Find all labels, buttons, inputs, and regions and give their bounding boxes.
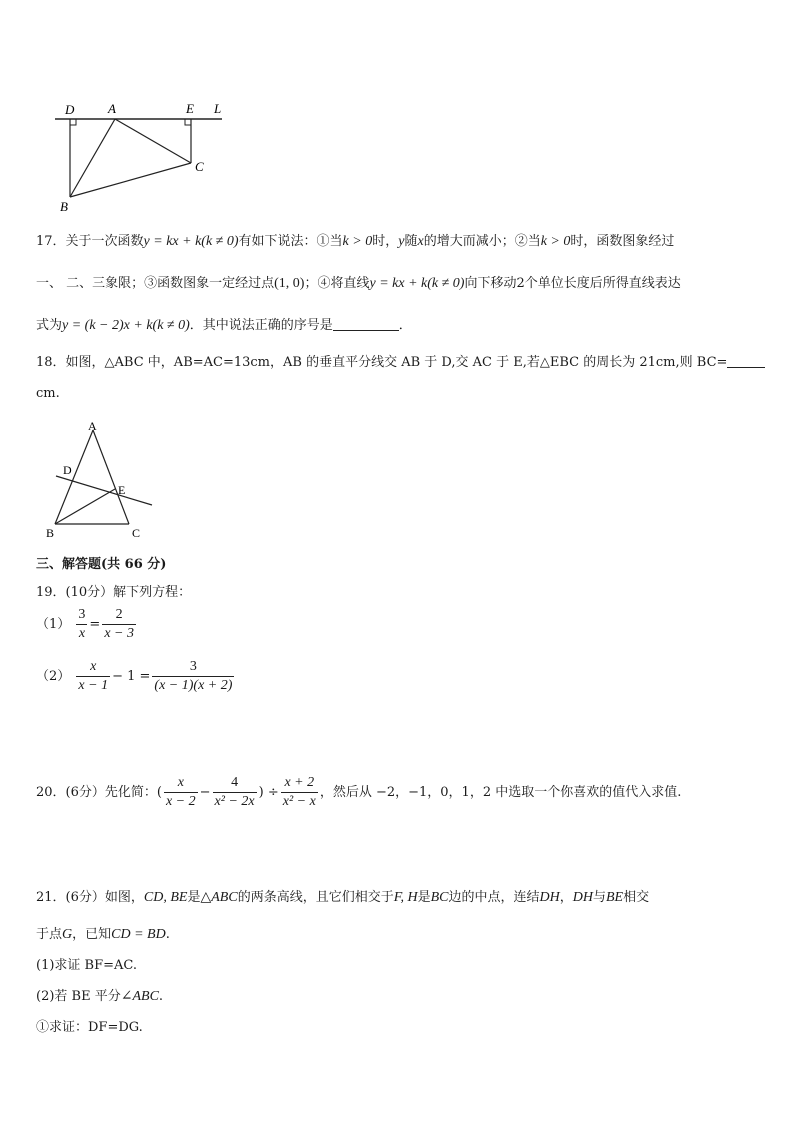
q21-text: ， xyxy=(559,890,573,905)
q21-math: CD = BD xyxy=(111,927,166,942)
fig1-label-c: C xyxy=(195,159,204,174)
q17-line-3 xyxy=(36,316,412,336)
fig1-label-a: A xyxy=(108,101,116,116)
fig1-label-b: B xyxy=(60,199,68,214)
q17-var-y: y xyxy=(398,234,405,249)
q17-var-x: x xyxy=(417,234,424,249)
q21-text: 相交 xyxy=(623,890,650,905)
q19-part-2 xyxy=(36,658,236,695)
q17-condition: k > 0 xyxy=(540,234,571,249)
q20-line xyxy=(36,774,681,811)
q19-part-1 xyxy=(36,606,138,643)
fig1-label-e: E xyxy=(186,101,194,116)
fig2-label-a: A xyxy=(88,419,97,433)
fig2-label-e: E xyxy=(118,483,126,497)
q18-line-1 xyxy=(36,353,765,373)
q17-text: ． xyxy=(398,318,412,333)
fraction: $\frac{3}{(x - 1)(x + 2)}$ xyxy=(154,659,233,693)
figure-line-triangle xyxy=(50,96,230,214)
q21-line-1 xyxy=(36,888,649,908)
fraction: $\frac{3}{x}$ xyxy=(78,607,86,641)
q21-math: CD, BE xyxy=(143,890,188,905)
q21-math: DH xyxy=(539,890,560,905)
q19-part-label: （2） xyxy=(36,669,71,684)
q21-text: . xyxy=(158,989,164,1004)
q18-line-2 xyxy=(36,384,60,404)
q17-function: y = kx + k(k ≠ 0) xyxy=(143,234,239,249)
q21-sub-1: (1)求证 BF=AC. xyxy=(36,958,138,973)
q21-text: 21．(6分）如图， xyxy=(36,890,144,905)
q17-answer-blank[interactable] xyxy=(333,316,399,331)
figure-isosceles-triangle xyxy=(40,418,165,542)
q21-math: BE xyxy=(605,890,624,905)
q20-text: 20．(6分）先化简：( xyxy=(36,785,162,800)
q17-number: 2 xyxy=(516,276,525,291)
q20-text: ，然后从 −2，−1，0，1，2 中选取一个你喜欢的值代入求值. xyxy=(319,785,682,800)
fraction: $\frac{x}{x - 2}$ xyxy=(165,775,196,809)
q21-sub-2 xyxy=(36,987,163,1007)
fraction: $\frac{2}{x - 3}$ xyxy=(104,607,134,641)
q21-text: 是 xyxy=(417,890,431,905)
q19-part-label: （1） xyxy=(36,617,71,632)
fig1-label-l: L xyxy=(214,101,222,116)
q21-text: 是 xyxy=(187,890,201,905)
q17-text: 个单位长度后所得直线表达 xyxy=(524,276,681,291)
q17-text: ；④将直线 xyxy=(304,276,370,291)
fraction: $\frac{4}{\text{x² − 2x}}$ xyxy=(214,775,255,809)
q17-point: (1, 0) xyxy=(274,276,305,291)
q21-math: △ABC xyxy=(200,890,238,905)
fig2-label-d: D xyxy=(63,463,72,477)
q17-text: 式为 xyxy=(36,318,63,333)
q17-text: ．其中说法正确的序号是 xyxy=(189,318,333,333)
fig2-label-b: B xyxy=(46,526,55,540)
q17-text: 随 xyxy=(404,234,418,249)
q17-text: 有如下说法：①当 xyxy=(238,234,343,249)
q17-text: 的增大而减小；②当 xyxy=(423,234,541,249)
fraction: $\frac{x + 2}{\text{x² − x}}$ xyxy=(282,775,316,809)
q17-text: 向下移动 xyxy=(464,276,517,291)
operator: ) ÷ xyxy=(258,785,279,800)
section-title: 三、解答题(共 66 分) xyxy=(36,557,167,572)
equals-sign: = xyxy=(89,617,101,632)
q19-title: 19．(10分）解下列方程： xyxy=(36,585,192,600)
q21-text: . xyxy=(165,927,170,942)
q21-math: F, H xyxy=(393,890,418,905)
q17-line-1 xyxy=(36,232,674,252)
fig2-label-c: C xyxy=(132,526,141,540)
q21-text: 于点 xyxy=(36,927,63,942)
q21-math: DH xyxy=(572,890,593,905)
minus-one-equals: − 1 = xyxy=(112,669,151,684)
q21-sub-3: ①求证：DF=DG. xyxy=(36,1020,143,1035)
q21-text: 边的中点，连结 xyxy=(448,890,540,905)
q21-math: ∠ABC xyxy=(120,989,159,1004)
q18-text: cm. xyxy=(36,386,60,401)
q17-text: 17．关于一次函数 xyxy=(36,234,144,249)
q17-text: 时， xyxy=(372,234,399,249)
q17-text: 一、 二、三象限；③函数图象一定经过点 xyxy=(36,276,275,291)
q17-text: 时，函数图象经过 xyxy=(570,234,675,249)
q21-math: G xyxy=(62,927,73,942)
q18-text: 18．如图，△ABC 中，AB=AC=13cm，AB 的垂直平分线交 AB 于 D,交 AC 于 E,若△EBC 的周长为 21cm,则 BC= xyxy=(36,355,728,370)
q21-text: 与 xyxy=(592,890,606,905)
fig1-label-d: D xyxy=(65,102,75,117)
operator: − xyxy=(199,785,211,800)
q21-text: ，已知 xyxy=(72,927,112,942)
q18-answer-blank[interactable] xyxy=(727,353,765,368)
q17-function: y = (k − 2)x + k(k ≠ 0) xyxy=(62,318,190,333)
q17-function: y = kx + k(k ≠ 0) xyxy=(369,276,465,291)
q21-text: (2)若 BE 平分 xyxy=(36,989,121,1004)
q17-condition: k > 0 xyxy=(342,234,373,249)
q21-text: 的两条高线，且它们相交于 xyxy=(237,890,394,905)
q21-line-2 xyxy=(36,925,170,945)
q17-line-2 xyxy=(36,274,681,294)
q21-math: BC xyxy=(430,890,449,905)
fraction: $\frac{x}{x - 1}$ xyxy=(78,659,109,693)
